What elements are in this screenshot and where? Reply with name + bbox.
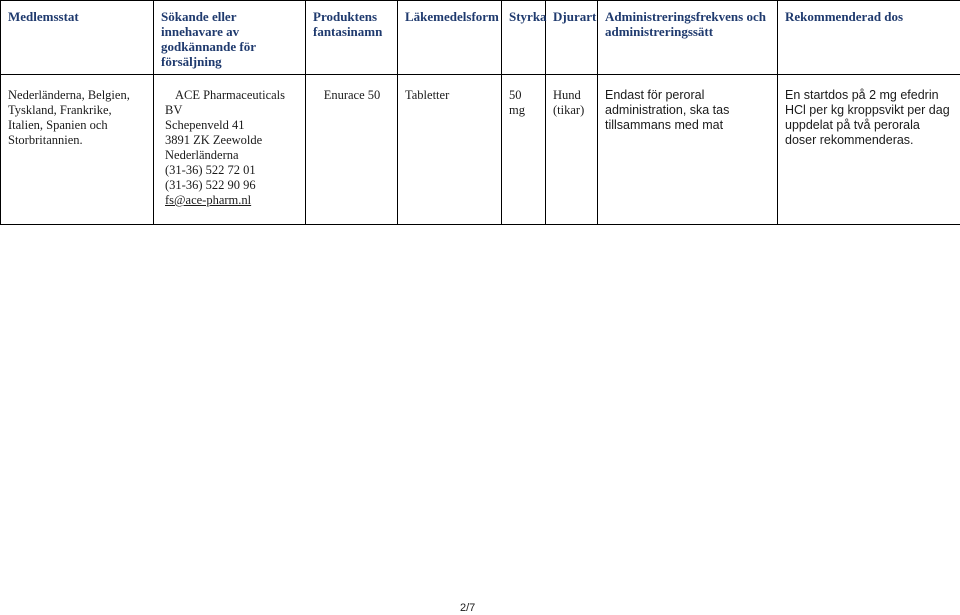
cell-administration: Endast för peroral administration, ska tas tillsammans med mat bbox=[598, 75, 778, 225]
cell-member-state: Nederländerna, Belgien, Tyskland, Frankrike, Italien, Spanien och Storbritannien. bbox=[1, 75, 154, 225]
page-number: 2/7 bbox=[460, 602, 476, 614]
holder-name-line2: BV bbox=[165, 103, 183, 117]
table-row bbox=[1, 75, 960, 225]
cell-applicant-holder bbox=[154, 75, 306, 225]
cell-strength: 50 mg bbox=[502, 75, 546, 225]
header-member-state: Medlemsstat bbox=[1, 1, 154, 75]
header-trade-name: Produktens fantasinamn bbox=[306, 1, 398, 75]
header-species: Djurart bbox=[546, 1, 598, 75]
product-table bbox=[0, 0, 960, 225]
header-strength: Styrka bbox=[502, 1, 546, 75]
header-applicant-holder: Sökande eller innehavare av godkännande för försäljning bbox=[154, 1, 306, 75]
cell-species: Hund (tikar) bbox=[546, 75, 598, 225]
holder-country: Nederländerna bbox=[165, 148, 239, 162]
header-recommended-dose: Rekommenderad dos bbox=[778, 1, 960, 75]
table-header-row bbox=[1, 1, 960, 75]
cell-recommended-dose: En startdos på 2 mg efedrin HCl per kg kroppsvikt per dag uppdelat på två perorala doser rekommenderas. bbox=[778, 75, 960, 225]
holder-phone: (31-36) 522 72 01 bbox=[165, 163, 256, 177]
holder-street: Schepenveld 41 bbox=[165, 118, 245, 132]
cell-dosage-form: Tabletter bbox=[398, 75, 502, 225]
cell-trade-name: Enurace 50 bbox=[306, 75, 398, 225]
holder-name-line1: ACE Pharmaceuticals bbox=[174, 88, 286, 102]
holder-email-link[interactable]: fs@ace-pharm.nl bbox=[165, 193, 252, 207]
header-administration: Administreringsfrekvens och administreringssätt bbox=[598, 1, 778, 75]
holder-fax: (31-36) 522 90 96 bbox=[165, 178, 256, 192]
header-dosage-form: Läkemedelsform bbox=[398, 1, 502, 75]
holder-postal-city: 3891 ZK Zeewolde bbox=[165, 133, 263, 147]
